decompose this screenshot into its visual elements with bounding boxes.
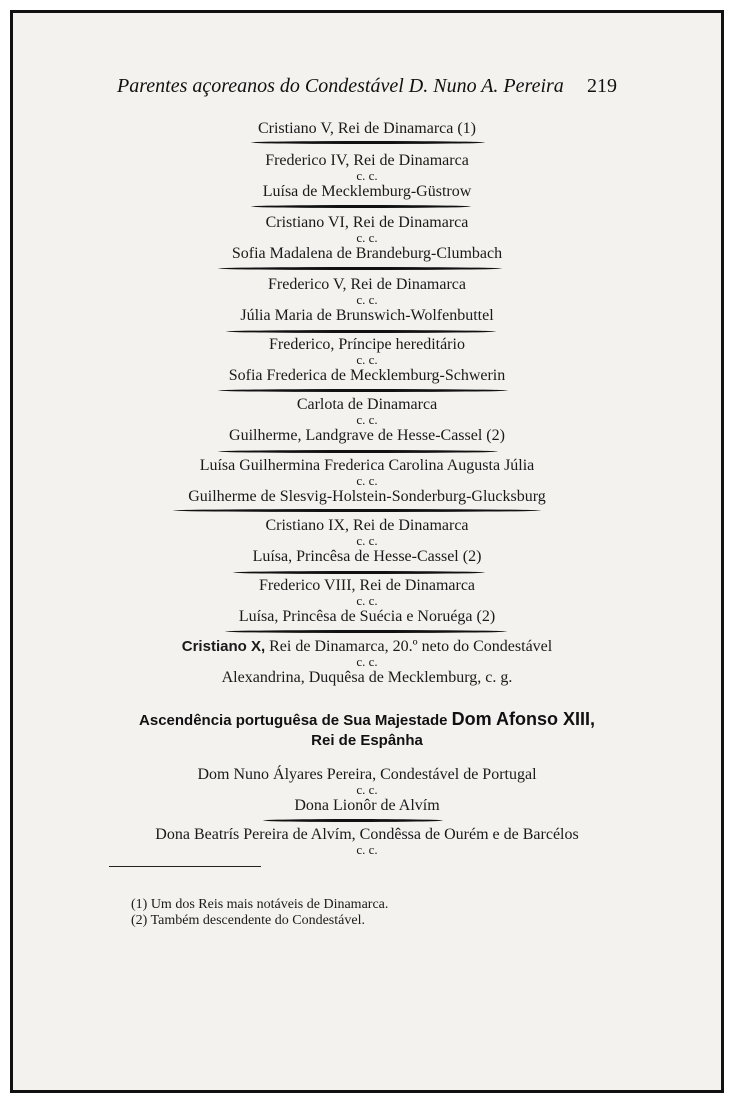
generation-entry [13,119,721,138]
brace-divider [226,330,496,333]
married-marker: c. c. [356,412,378,427]
person-line: Carlota de Dinamarca [296,396,438,413]
spouse-line: Luísa, Princêsa de Suécia e Noruéga (2) [238,608,496,625]
footnote: (1) Um dos Reis mais notáveis de Dinamarca. [131,897,389,912]
married-marker: c. c. [356,654,378,669]
married-marker: c. c. [356,473,378,488]
generation-entry [13,576,721,626]
generation-entry [13,825,721,856]
brace-divider [233,571,485,574]
generation-entry [13,456,721,506]
running-title: Parentes açoreanos do Condestável D. Nuno A. Pereira [117,75,564,97]
person-line: Dona Beatrís Pereira de Alvím, Condêssa de Ourém e de Barcélos [155,826,579,843]
spouse-line: Luísa, Princêsa de Hesse-Cassel (2) [252,548,482,565]
brace-divider [251,205,471,208]
person-line: Cristiano X, Rei de Dinamarca, 20.º neto do Condestável [181,638,553,655]
brace-divider [218,267,502,270]
person-line: Frederico, Príncipe hereditário [269,336,465,353]
person-line: Dom Nuno Ályares Pereira, Condestável de Portugal [197,766,537,783]
married-marker: c. c. [356,842,378,857]
married-marker: c. c. [356,230,378,245]
brace-divider [218,450,498,453]
spouse-line: Sofia Frederica de Mecklemburg-Schwerin [228,367,506,384]
book-page [10,10,724,1093]
brace-divider [173,509,541,512]
page-number: 219 [587,75,617,97]
generation-entry [13,637,721,687]
footnote-rule [109,866,261,867]
generation-entry [13,765,721,815]
brace-divider [251,141,485,144]
spouse-line: Luísa de Mecklemburg-Güstrow [262,183,472,200]
married-marker: c. c. [356,533,378,548]
person-line: Frederico VIII, Rei de Dinamarca [258,577,476,594]
generation-entry [13,516,721,566]
married-marker: c. c. [356,168,378,183]
person-line: Cristiano VI, Rei de Dinamarca [265,214,469,231]
footnote: (2) Também descendente do Condestável. [131,913,365,928]
spouse-line: Sofia Madalena de Brandeburg-Clumbach [231,245,503,262]
spouse-line: Guilherme de Slesvig-Holstein-Sonderburg-Glucksburg [188,488,546,505]
spouse-line: Dona Lionôr de Alvím [294,797,440,814]
brace-divider [225,630,507,633]
section-title: Ascendência portuguêsa de Sua Majestade Dom Afonso XIII, Rei de Espânha [139,709,595,749]
generation-entry [13,151,721,201]
generation-entry [13,395,721,445]
highlighted-name: Cristiano X, [181,638,266,655]
person-line: Cristiano V, Rei de Dinamarca (1) [257,120,477,137]
person-line: Frederico IV, Rei de Dinamarca [265,152,469,169]
generation-entry [13,213,721,263]
married-marker: c. c. [356,292,378,307]
generation-entry [13,275,721,325]
generation-entry [13,335,721,385]
spouse-line: Júlia Maria de Brunswich-Wolfenbuttel [240,307,494,324]
brace-divider [263,819,443,822]
spouse-line: Alexandrina, Duquêsa de Mecklemburg, c. g. [221,669,513,686]
person-line: Frederico V, Rei de Dinamarca [267,276,466,293]
brace-divider [218,389,508,392]
spouse-line: Guilherme, Landgrave de Hesse-Cassel (2) [229,427,505,444]
married-marker: c. c. [356,593,378,608]
page-header [117,75,617,98]
person-line: Cristiano IX, Rei de Dinamarca [265,517,469,534]
married-marker: c. c. [356,782,378,797]
person-line: Luísa Guilhermina Frederica Carolina Augusta Júlia [199,457,535,474]
married-marker: c. c. [356,352,378,367]
